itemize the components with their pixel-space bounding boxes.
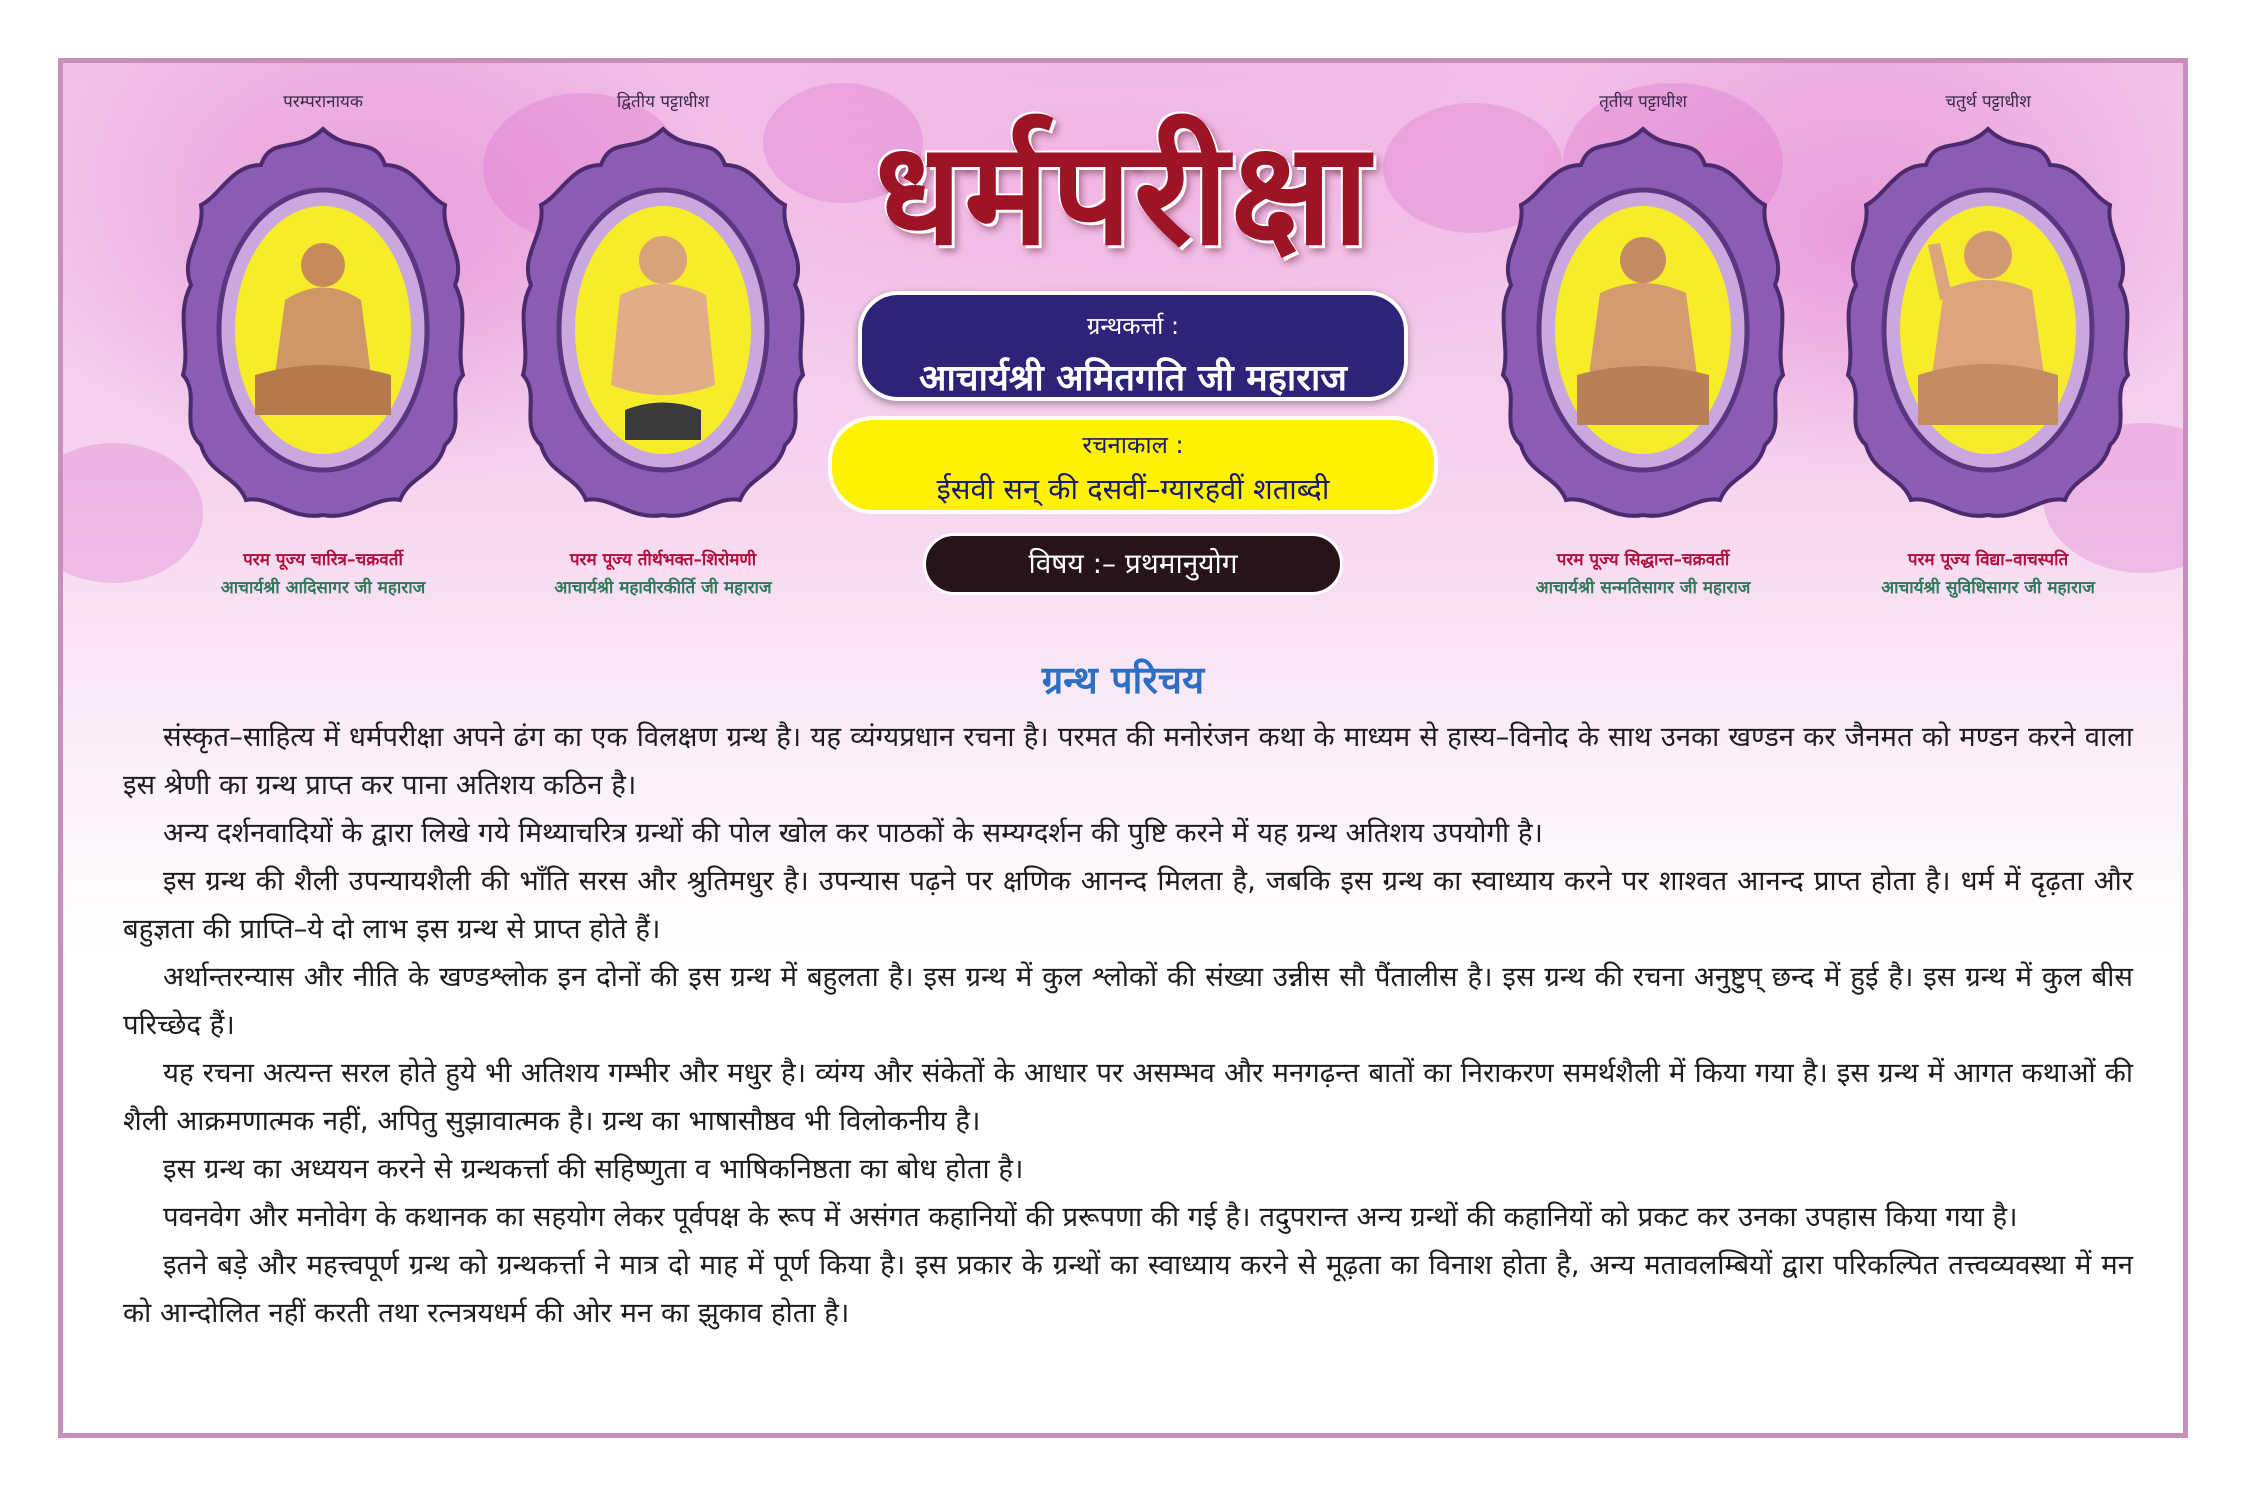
poster — [58, 58, 2188, 1438]
author-label: ग्रन्थकर्त्ता : — [1086, 312, 1180, 340]
author-name: आचार्यश्री अमितगति जी महाराज — [918, 358, 1348, 399]
paragraph: पवनवेग और मनोवेग के कथानक का सहयोग लेकर पूर्वपक्ष के रूप में असंगत कहानियों की प्ररूपणा की गई है। तदुपरान्त अन्य ग्रन्थों की कहानियों को प्रकट कर उनका उपहास किया गया है। — [163, 1201, 2018, 1233]
paragraph: अन्य दर्शनवादियों के द्वारा लिखे गये मिथ्याचरित्र ग्रन्थों की पोल खोल कर पाठकों के सम्यग्दर्शन की पुष्टि करने में यह ग्रन्थ अतिशय उपयोगी है। — [163, 817, 1543, 849]
portrait-top-label: परम्परानायक — [283, 92, 363, 112]
subject-badge: विषय :– प्रथमानुयोग — [923, 533, 1343, 595]
portrait-caption-title: परम पूज्य विद्या–वाचस्पति — [1907, 550, 2069, 570]
paragraph: इतने बड़े और महत्त्वपूर्ण ग्रन्थ को ग्रन्थकर्त्ता ने मात्र दो माह में पूर्ण किया है। इस प्रकार के ग्रन्थों का स्वाध्याय करने से मूढ़ता का विनाश होता है, अन्य मतावलम्बियों द्वारा परिकल्पित तत्त्वव्यवस्था में मन को आन्दोलित नहीं करती तथा रत्नत्रयधर्म की ओर मन का झुकाव होता है। — [123, 1249, 2133, 1329]
portrait-top-label: तृतीय पट्टाधीश — [1599, 92, 1687, 112]
paragraph: इस ग्रन्थ की शैली उपन्यायशैली की भाँति सरस और श्रुतिमधुर है। उपन्यास पढ़ने पर क्षणिक आनन्द मिलता है, जबकि इस ग्रन्थ का स्वाध्याय करने पर शाश्वत आनन्द प्राप्त होता है। धर्म में दृढ़ता और बहुज्ञता की प्राप्ति–ये दो लाभ इस ग्रन्थ से प्राप्त होते हैं। — [123, 865, 2133, 945]
portrait-caption-name: आचार्यश्री महावीरकीर्ति जी महाराज — [554, 578, 772, 598]
paragraph: अर्थान्तरन्यास और नीति के खण्डश्लोक इन दोनों की इस ग्रन्थ में बहुलता है। इस ग्रन्थ में कुल श्लोकों की संख्या उन्नीस सौ पैंतालीस है। इस ग्रन्थ की रचना अनुष्टुप् छन्द में हुई है। इस ग्रन्थ में कुल बीस परिच्छेद हैं। — [123, 961, 2133, 1041]
portrait-top-label: द्वितीय पट्टाधीश — [616, 92, 710, 112]
paragraph: इस ग्रन्थ का अध्ययन करने से ग्रन्थकर्त्ता की सहिष्णुता व भाषिकनिष्ठता का बोध होता है। — [163, 1153, 1024, 1185]
portrait-caption-title: परम पूज्य सिद्धान्त–चक्रवर्ती — [1556, 550, 1730, 570]
portrait-caption-title: परम पूज्य चारित्र–चक्रवर्ती — [243, 550, 403, 570]
composition-period: ईसवी सन् की दसवीं–ग्यारहवीं शताब्दी — [936, 472, 1330, 506]
paragraph: संस्कृत–साहित्य में धर्मपरीक्षा अपने ढंग का एक विलक्षण ग्रन्थ है। यह व्यंग्यप्रधान रचना है। परमत की मनोरंजन कथा के माध्यम से हास्य–विनोद के साथ उनका खण्डन कर जैनमत को मण्डन करने वाला इस श्रेणी का ग्रन्थ प्राप्त कर पाना अतिशय कठिन है। — [123, 721, 2133, 801]
author-badge — [858, 291, 1408, 401]
portrait-caption-title: परम पूज्य तीर्थभक्त–शिरोमणी — [569, 550, 757, 570]
composition-badge — [828, 416, 1438, 514]
section-heading: ग्रन्थ परिचय — [1041, 658, 1205, 702]
portrait-caption-name: आचार्यश्री सन्मतिसागर जी महाराज — [1535, 578, 1751, 598]
paragraph: यह रचना अत्यन्त सरल होते हुये भी अतिशय गम्भीर और मधुर है। व्यंग्य और संकेतों के आधार पर असम्भव और मनगढ़न्त बातों का निराकरण समर्थशैली में किया गया है। इस ग्रन्थ में आगत कथाओं की शैली आक्रमणात्मक नहीं, अपितु सुझावात्मक है। ग्रन्थ का भाषासौष्ठव भी विलोकनीय है। — [123, 1057, 2133, 1137]
portrait-caption-name: आचार्यश्री आदिसागर जी महाराज — [220, 578, 426, 598]
portrait-caption-name: आचार्यश्री सुविधिसागर जी महाराज — [1881, 578, 2095, 598]
portrait-top-label: चतुर्थ पट्टाधीश — [1945, 92, 2031, 112]
composition-label: रचनाकाल : — [1082, 431, 1184, 459]
introduction-text — [123, 713, 2133, 1337]
page-title: धर्मपरीक्षा — [874, 111, 1372, 277]
